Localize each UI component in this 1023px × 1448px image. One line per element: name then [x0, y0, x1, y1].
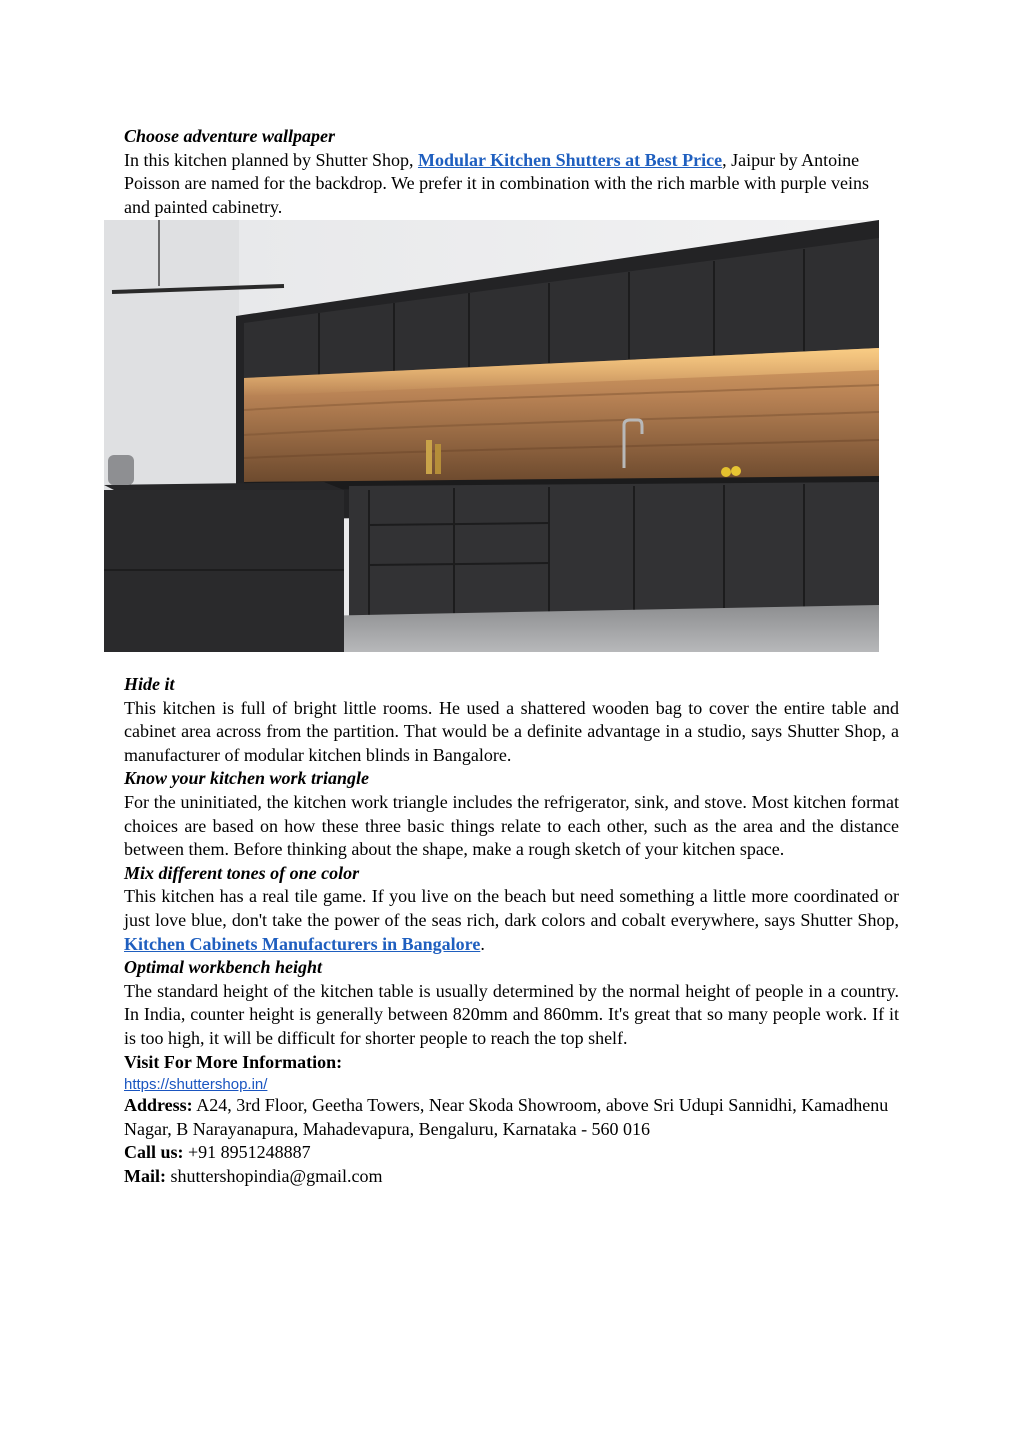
paragraph-tones — [124, 885, 899, 956]
paragraph-work-triangle: For the uninitiated, the kitchen work triangle includes the refrigerator, sink, and stove. Most kitchen format choices are based on how these three basic things relate to each other, such as the area and the distance between them. Before thinking about the shape, make a rough sketch of your kitchen space. — [124, 791, 899, 860]
paragraph-hide-it: This kitchen is full of bright little rooms. He used a shattered wooden bag to cover the entire table and cabinet area across from the partition. That would be a definite advantage in a studio, says Shutter Shop, a manufacturer of modular kitchen blinds in Bangalore. — [124, 697, 899, 765]
heading-workbench: Optimal workbench height — [124, 957, 323, 978]
paragraph-workbench: The standard height of the kitchen table is usually determined by the normal height of people in a country. In India, counter height is generally between 820mm and 860mm. It's great that so many people work. If it is too high, it will be difficult for shorter people to reach the top shelf. — [124, 980, 899, 1048]
phone-number: +91 8951248887 — [183, 1142, 311, 1163]
kitchen-photo — [104, 220, 879, 652]
website-line — [124, 1074, 899, 1094]
address-line — [124, 1094, 899, 1141]
website-link[interactable]: https://shuttershop.in/ — [124, 1076, 268, 1094]
address-text: A24, 3rd Floor, Geetha Towers, Near Skoda Showroom, above Sri Udupi Sannidhi, Kamadhenu Nagar, B Narayanapura, Mahadevapura, Bengaluru, Karnataka - 560 016 — [124, 1095, 889, 1139]
modular-kitchen-shutters-link[interactable]: Modular Kitchen Shutters at Best Price — [417, 149, 723, 170]
article-body — [124, 673, 899, 1188]
mail-label: Mail: — [124, 1165, 166, 1186]
visit-label — [124, 1051, 899, 1075]
paragraph-wallpaper-start: In this kitchen planned by Shutter Shop, — [124, 149, 418, 170]
heading-hide-it: Hide it — [124, 674, 175, 694]
paragraph-wallpaper — [124, 149, 899, 220]
email-address: shuttershopindia@gmail.com — [166, 1165, 383, 1186]
call-line — [124, 1141, 899, 1165]
paragraph-tones-start: This kitchen has a real tile game. If you live on the beach but need something a little more coordinated or just love blue, don't take the power of the seas rich, dark colors and cobalt everywhere, says Shutter Shop, — [124, 886, 899, 930]
heading-work-triangle: Know your kitchen work triangle — [124, 768, 370, 789]
paragraph-tones-end: . — [480, 933, 485, 954]
paragraph-wallpaper-end: , Jaipur by Antoine Poisson are named for the backdrop. We prefer it in combination with the rich marble with purple veins and painted cabinetry. — [124, 149, 870, 217]
mail-line — [124, 1165, 899, 1189]
kitchen-cabinets-manufacturers-link[interactable]: Kitchen Cabinets Manufacturers in Bangalore — [124, 933, 481, 954]
call-label: Call us: — [124, 1142, 184, 1163]
visit-label-text: Visit For More Information: — [124, 1051, 343, 1072]
section-wallpaper — [124, 125, 899, 219]
heading-wallpaper: Choose adventure wallpaper — [124, 126, 336, 146]
address-label: Address: — [124, 1095, 193, 1116]
heading-tones: Mix different tones of one color — [124, 862, 360, 883]
